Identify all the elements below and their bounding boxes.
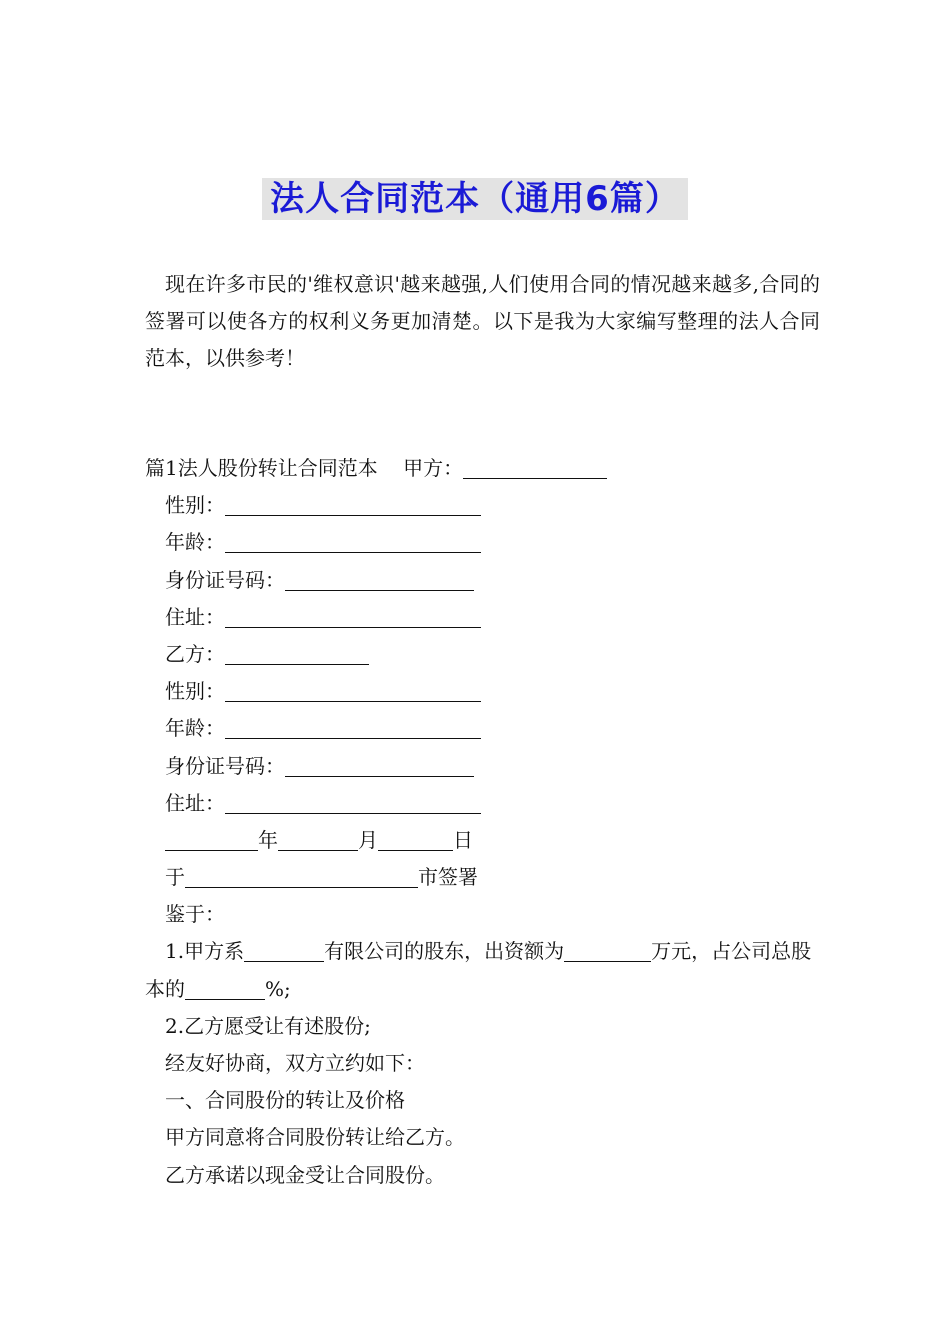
party-b-age-line (145, 710, 820, 747)
party-b-id-label: 身份证号码： (165, 753, 285, 778)
party-a-name-blank (463, 456, 607, 479)
party-b-gender-blank (225, 679, 481, 702)
city-blank (185, 865, 418, 888)
party-a-gender-line (145, 487, 820, 524)
party-b-line (145, 636, 820, 673)
party-b-id-blank (285, 754, 474, 777)
party-a-address-label: 住址： (165, 604, 225, 629)
section-heading: 篇1法人股份转让合同范本 (145, 456, 378, 480)
year-blank (165, 828, 258, 851)
contract-body (145, 450, 820, 1194)
place-line (145, 859, 820, 896)
month-blank (278, 828, 358, 851)
clause-1-part-b: 有限公司的股东，出资额为 (324, 939, 565, 964)
whereas-line (145, 896, 820, 933)
company-blank (244, 939, 324, 962)
clause-1-part-c: 万元，占公司总股本的 (145, 939, 812, 1001)
article-1-paragraph-2-line (145, 1157, 820, 1194)
article-1-paragraph-1-line (145, 1119, 820, 1156)
month-label: 月 (358, 827, 378, 852)
party-b-label: 乙方： (165, 641, 225, 666)
clause-2-line (145, 1008, 820, 1045)
party-b-address-label: 住址： (165, 790, 225, 815)
party-a-age-blank (225, 530, 481, 553)
party-b-address-blank (225, 791, 481, 814)
party-a-label: 甲方： (403, 456, 464, 480)
article-1-paragraph-1: 甲方同意将合同股份转让给乙方。 (165, 1125, 465, 1150)
place-prefix: 于 (165, 865, 185, 890)
whereas-label: 鉴于： (165, 902, 225, 927)
clause-1-part-d: %; (265, 976, 291, 1001)
clause-1-part-a: 1.甲方系 (165, 939, 245, 964)
intro-paragraph: 现在许多市民的'维权意识'越来越强,人们使用合同的情况越来越多,合同的签署可以使各方的权利义务更加清楚。以下是我为大家编写整理的法人合同范本，以供参考！ (145, 272, 820, 370)
date-line (145, 822, 820, 859)
place-suffix: 市签署 (418, 865, 478, 890)
amount-blank (564, 939, 651, 962)
party-a-id-label: 身份证号码： (165, 567, 285, 592)
article-1-title: 一、合同股份的转让及价格 (165, 1088, 405, 1113)
percent-blank (185, 977, 265, 1000)
day-label: 日 (453, 827, 473, 852)
day-blank (378, 828, 453, 851)
party-b-age-blank (225, 716, 481, 739)
title-container (0, 178, 950, 220)
party-b-name-blank (225, 642, 369, 665)
party-a-address-blank (225, 605, 481, 628)
party-a-address-line (145, 599, 820, 636)
agreement-text: 经友好协商，双方立约如下： (165, 1051, 425, 1076)
party-a-age-label: 年龄： (165, 530, 225, 555)
party-a-gender-label: 性别： (165, 493, 225, 518)
party-b-address-line (145, 785, 820, 822)
clause-2: 2.乙方愿受让有述股份; (165, 1013, 371, 1038)
party-a-age-line (145, 524, 820, 561)
document-title: 法人合同范本（通用6篇） (262, 178, 688, 220)
party-b-gender-label: 性别： (165, 679, 225, 704)
article-1-title-line (145, 1082, 820, 1119)
party-a-gender-blank (225, 493, 481, 516)
section-heading-line (145, 450, 820, 487)
party-a-id-line (145, 562, 820, 599)
clause-1 (145, 933, 820, 1007)
party-b-gender-line (145, 673, 820, 710)
party-a-id-blank (285, 568, 474, 591)
article-1-paragraph-2: 乙方承诺以现金受让合同股份。 (165, 1162, 445, 1187)
party-b-age-label: 年龄： (165, 716, 225, 741)
year-label: 年 (258, 827, 278, 852)
agreement-line (145, 1045, 820, 1082)
party-b-id-line (145, 748, 820, 785)
